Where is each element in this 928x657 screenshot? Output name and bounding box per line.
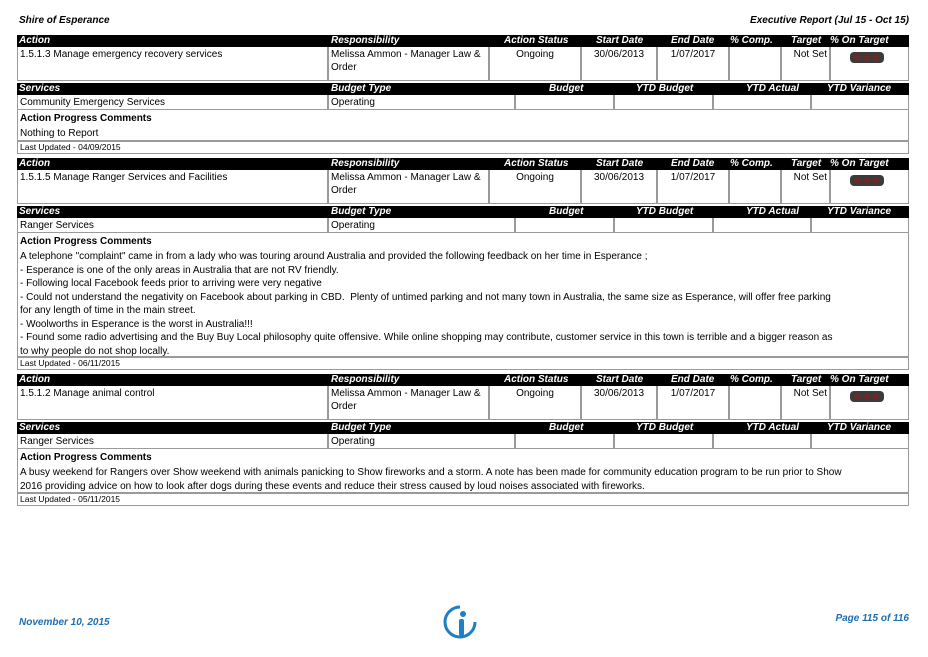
- comments-title: Action Progress Comments: [20, 113, 152, 124]
- col-start-date: Start Date: [596, 374, 644, 385]
- budget-type: Operating: [328, 95, 515, 110]
- budget: [515, 95, 614, 110]
- traffic-light-icon: [850, 175, 884, 186]
- ytd-actual: [713, 95, 811, 110]
- col-services: Services: [19, 83, 61, 94]
- action-header-bar: [17, 35, 909, 47]
- col-ytd-budget: YTD Budget: [636, 206, 694, 217]
- col-end-date: End Date: [671, 374, 715, 385]
- col-target: Target: [791, 35, 822, 46]
- col-budget-type: Budget Type: [331, 422, 392, 433]
- col-action: Action: [19, 158, 51, 169]
- budget: [515, 218, 614, 233]
- ytd-budget: [614, 434, 713, 449]
- ytd-variance: [811, 434, 909, 449]
- ytd-budget: [614, 218, 713, 233]
- col-target: Target: [791, 158, 822, 169]
- start-date: 30/06/2013: [581, 386, 657, 420]
- end-date: 1/07/2017: [657, 47, 729, 81]
- services-header-bar: [17, 206, 909, 218]
- col-responsibility: Responsibility: [331, 374, 400, 385]
- col-budget: Budget: [549, 206, 584, 217]
- col-ytd-actual: YTD Actual: [746, 422, 799, 433]
- col-services: Services: [19, 422, 61, 433]
- col-end-date: End Date: [671, 35, 715, 46]
- action-name: 1.5.1.3 Manage emergency recovery services: [17, 47, 328, 81]
- target: Not Set: [781, 386, 830, 420]
- company-logo-icon: [442, 605, 478, 639]
- target: Not Set: [781, 47, 830, 81]
- col-ytd-budget: YTD Budget: [636, 83, 694, 94]
- col-comp: % Comp.: [730, 35, 773, 46]
- col-responsibility: Responsibility: [331, 35, 400, 46]
- col-responsibility: Responsibility: [331, 158, 400, 169]
- services-header-bar: [17, 83, 909, 95]
- budget-type: Operating: [328, 218, 515, 233]
- ytd-variance: [811, 218, 909, 233]
- progress-comments: [17, 110, 909, 141]
- last-updated: Last Updated - 04/09/2015: [17, 141, 909, 154]
- budget-type: Operating: [328, 434, 515, 449]
- action-header-bar: [17, 158, 909, 170]
- traffic-light-icon: [850, 391, 884, 402]
- action-status: Ongoing: [489, 170, 581, 204]
- traffic-light-icon: [850, 52, 884, 63]
- action-header-bar: [17, 374, 909, 386]
- comments-text: Nothing to Report: [20, 128, 99, 139]
- col-comp: % Comp.: [730, 374, 773, 385]
- comments-text: A telephone "complaint" came in from a lady who was touring around Australia and provided the following feedback on her time in Esperance ; - Esperance is one of the only areas in Australia that are not RV friendly. - Following local Facebook feeds prior to arriving were very negative - Could not understand the negativity on Facebook about parking in CBD. Plenty of untimed parking and not many town in Australia, the same size as Esperance, will offer free parking for any length of time in the main street. - Woolworths in Esperance is the worst in Australia!!! - Found some radio advertising and the Buy Buy Local philosophy quite offensive. While online shopping may contribute, customer service in this town is terrible and a bigger reason as to why people do not shop locally.: [20, 251, 833, 357]
- col-action: Action: [19, 35, 51, 46]
- col-ytd-actual: YTD Actual: [746, 83, 799, 94]
- responsibility: Melissa Ammon - Manager Law & Order: [328, 386, 489, 420]
- col-ytd-variance: YTD Variance: [827, 206, 892, 217]
- report-title: Executive Report (Jul 15 - Oct 15): [750, 15, 909, 26]
- action-status: Ongoing: [489, 386, 581, 420]
- col-action-status: Action Status: [504, 158, 569, 169]
- comments-text: A busy weekend for Rangers over Show weekend with animals panicking to Show fireworks and a storm. A note has been made for community education program to be run prior to Show 2016 providing advice on how to look after dogs during these events and reduce their stress caused by loud noises associated with fireworks.: [20, 467, 842, 492]
- col-budget-type: Budget Type: [331, 206, 392, 217]
- page-number: Page 115 of 116: [835, 613, 909, 624]
- action-name: 1.5.1.5 Manage Ranger Services and Facilities: [17, 170, 328, 204]
- percent-complete: [729, 170, 781, 204]
- ytd-actual: [713, 434, 811, 449]
- action-name: 1.5.1.2 Manage animal control: [17, 386, 328, 420]
- col-ytd-variance: YTD Variance: [827, 83, 892, 94]
- col-action-status: Action Status: [504, 35, 569, 46]
- report-date: November 10, 2015: [19, 617, 110, 628]
- service-name: Ranger Services: [17, 218, 328, 233]
- col-on-target: % On Target: [830, 374, 889, 385]
- start-date: 30/06/2013: [581, 47, 657, 81]
- action-status: Ongoing: [489, 47, 581, 81]
- percent-complete: [729, 47, 781, 81]
- on-target-cell: [830, 170, 909, 204]
- col-ytd-budget: YTD Budget: [636, 422, 694, 433]
- progress-comments: [17, 233, 909, 357]
- ytd-actual: [713, 218, 811, 233]
- service-name: Ranger Services: [17, 434, 328, 449]
- col-services: Services: [19, 206, 61, 217]
- on-target-cell: [830, 47, 909, 81]
- col-budget-type: Budget Type: [331, 83, 392, 94]
- last-updated: Last Updated - 06/11/2015: [17, 357, 909, 370]
- comments-title: Action Progress Comments: [20, 236, 152, 247]
- end-date: 1/07/2017: [657, 170, 729, 204]
- budget: [515, 434, 614, 449]
- ytd-budget: [614, 95, 713, 110]
- col-budget: Budget: [549, 422, 584, 433]
- col-ytd-actual: YTD Actual: [746, 206, 799, 217]
- org-name: Shire of Esperance: [19, 15, 110, 26]
- col-start-date: Start Date: [596, 35, 644, 46]
- responsibility: Melissa Ammon - Manager Law & Order: [328, 47, 489, 81]
- target: Not Set: [781, 170, 830, 204]
- col-budget: Budget: [549, 83, 584, 94]
- on-target-cell: [830, 386, 909, 420]
- comments-title: Action Progress Comments: [20, 452, 152, 463]
- col-ytd-variance: YTD Variance: [827, 422, 892, 433]
- col-start-date: Start Date: [596, 158, 644, 169]
- last-updated: Last Updated - 05/11/2015: [17, 493, 909, 506]
- col-on-target: % On Target: [830, 158, 889, 169]
- percent-complete: [729, 386, 781, 420]
- col-comp: % Comp.: [730, 158, 773, 169]
- responsibility: Melissa Ammon - Manager Law & Order: [328, 170, 489, 204]
- col-target: Target: [791, 374, 822, 385]
- services-header-bar: [17, 422, 909, 434]
- ytd-variance: [811, 95, 909, 110]
- service-name: Community Emergency Services: [17, 95, 328, 110]
- end-date: 1/07/2017: [657, 386, 729, 420]
- start-date: 30/06/2013: [581, 170, 657, 204]
- col-action-status: Action Status: [504, 374, 569, 385]
- progress-comments: [17, 449, 909, 493]
- col-action: Action: [19, 374, 51, 385]
- col-on-target: % On Target: [830, 35, 889, 46]
- col-end-date: End Date: [671, 158, 715, 169]
